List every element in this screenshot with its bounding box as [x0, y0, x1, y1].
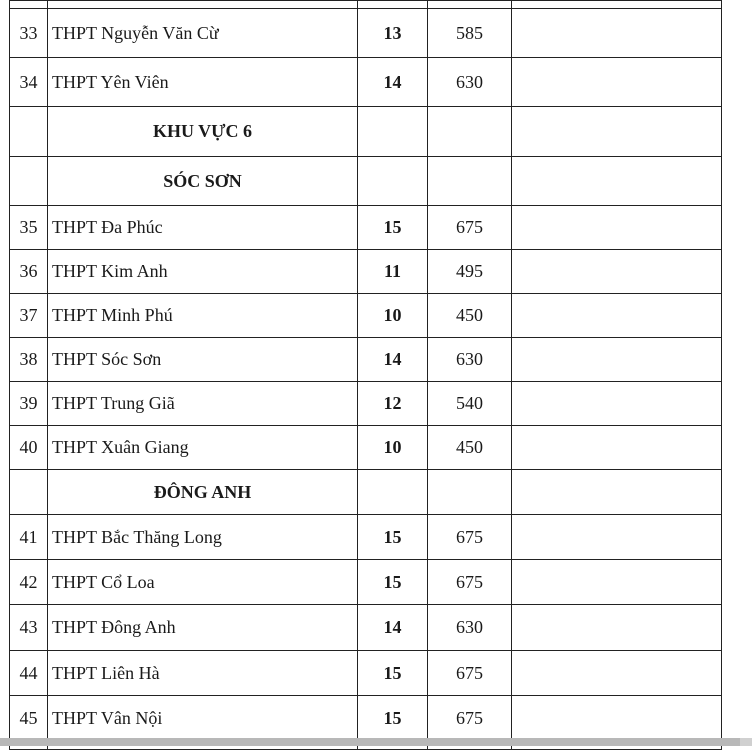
classes-cell: 14 [358, 605, 428, 651]
table-row [10, 696, 722, 742]
note-cell [512, 651, 722, 696]
school-name-cell: THPT Đa Phúc [48, 206, 358, 250]
stt-cell [10, 107, 48, 157]
note-cell [512, 206, 722, 250]
classes-cell: 15 [358, 560, 428, 605]
classes-cell [358, 1, 428, 9]
note-cell [512, 250, 722, 294]
note-cell [512, 426, 722, 470]
students-cell: 675 [428, 651, 512, 696]
school-name-cell: THPT Minh Phú [48, 294, 358, 338]
stt-cell: 42 [10, 560, 48, 605]
classes-cell [358, 470, 428, 515]
school-name-cell [48, 1, 358, 9]
horizontal-scrollbar[interactable] [0, 738, 752, 746]
school-name-cell: THPT Kim Anh [48, 250, 358, 294]
students-cell: 675 [428, 560, 512, 605]
school-name-cell: THPT Cổ Loa [48, 560, 358, 605]
stt-cell: 44 [10, 651, 48, 696]
note-cell [512, 696, 722, 742]
table-row [10, 515, 722, 560]
note-cell [512, 560, 722, 605]
students-cell: 450 [428, 294, 512, 338]
school-name-cell: THPT Yên Viên [48, 58, 358, 107]
classes-cell: 15 [358, 651, 428, 696]
stt-cell: 43 [10, 605, 48, 651]
note-cell [512, 9, 722, 58]
classes-cell [358, 107, 428, 157]
table-row [10, 651, 722, 696]
note-cell [512, 58, 722, 107]
stt-cell: 37 [10, 294, 48, 338]
stt-cell [10, 1, 48, 9]
classes-cell: 15 [358, 515, 428, 560]
classes-cell: 14 [358, 338, 428, 382]
school-name-cell: THPT Vân Nội [48, 696, 358, 742]
table-row [10, 1, 722, 9]
school-name-cell: THPT Xuân Giang [48, 426, 358, 470]
school-name-cell: THPT Liên Hà [48, 651, 358, 696]
students-cell: 540 [428, 382, 512, 426]
section-header-row [10, 107, 722, 157]
table-row [10, 58, 722, 107]
students-cell: 675 [428, 515, 512, 560]
section-title: KHU VỰC 6 [48, 107, 358, 157]
note-cell [512, 382, 722, 426]
stt-cell [10, 470, 48, 515]
note-cell [512, 1, 722, 9]
table-row [10, 294, 722, 338]
school-name-cell: THPT Nguyễn Văn Cừ [48, 9, 358, 58]
section-header-row [10, 157, 722, 206]
note-cell [512, 515, 722, 560]
stt-cell: 34 [10, 58, 48, 107]
note-cell [512, 470, 722, 515]
section-title: ĐÔNG ANH [48, 470, 358, 515]
stt-cell: 36 [10, 250, 48, 294]
section-title: SÓC SƠN [48, 157, 358, 206]
note-cell [512, 338, 722, 382]
students-cell: 630 [428, 338, 512, 382]
table-row [10, 9, 722, 58]
classes-cell: 13 [358, 9, 428, 58]
students-cell [428, 1, 512, 9]
stt-cell [10, 157, 48, 206]
classes-cell: 11 [358, 250, 428, 294]
school-admission-table [9, 0, 722, 750]
students-cell: 630 [428, 58, 512, 107]
classes-cell: 15 [358, 696, 428, 742]
table-row [10, 250, 722, 294]
students-cell [428, 470, 512, 515]
scrollbar-thumb[interactable] [0, 738, 740, 746]
school-name-cell: THPT Trung Giã [48, 382, 358, 426]
note-cell [512, 157, 722, 206]
classes-cell: 15 [358, 206, 428, 250]
note-cell [512, 605, 722, 651]
school-name-cell: THPT Bắc Thăng Long [48, 515, 358, 560]
note-cell [512, 294, 722, 338]
table-row [10, 605, 722, 651]
table-row [10, 338, 722, 382]
stt-cell: 33 [10, 9, 48, 58]
classes-cell: 12 [358, 382, 428, 426]
students-cell: 450 [428, 426, 512, 470]
classes-cell: 14 [358, 58, 428, 107]
school-name-cell: THPT Sóc Sơn [48, 338, 358, 382]
students-cell: 675 [428, 206, 512, 250]
table-row [10, 560, 722, 605]
classes-cell: 10 [358, 426, 428, 470]
students-cell [428, 107, 512, 157]
classes-cell [358, 157, 428, 206]
students-cell: 630 [428, 605, 512, 651]
stt-cell: 45 [10, 696, 48, 742]
stt-cell: 38 [10, 338, 48, 382]
stt-cell: 39 [10, 382, 48, 426]
note-cell [512, 107, 722, 157]
students-cell: 495 [428, 250, 512, 294]
table-row [10, 382, 722, 426]
section-header-row [10, 470, 722, 515]
students-cell: 585 [428, 9, 512, 58]
stt-cell: 35 [10, 206, 48, 250]
table-row [10, 426, 722, 470]
table-row [10, 206, 722, 250]
school-name-cell: THPT Đông Anh [48, 605, 358, 651]
students-cell [428, 157, 512, 206]
stt-cell: 40 [10, 426, 48, 470]
classes-cell: 10 [358, 294, 428, 338]
stt-cell: 41 [10, 515, 48, 560]
students-cell: 675 [428, 696, 512, 742]
